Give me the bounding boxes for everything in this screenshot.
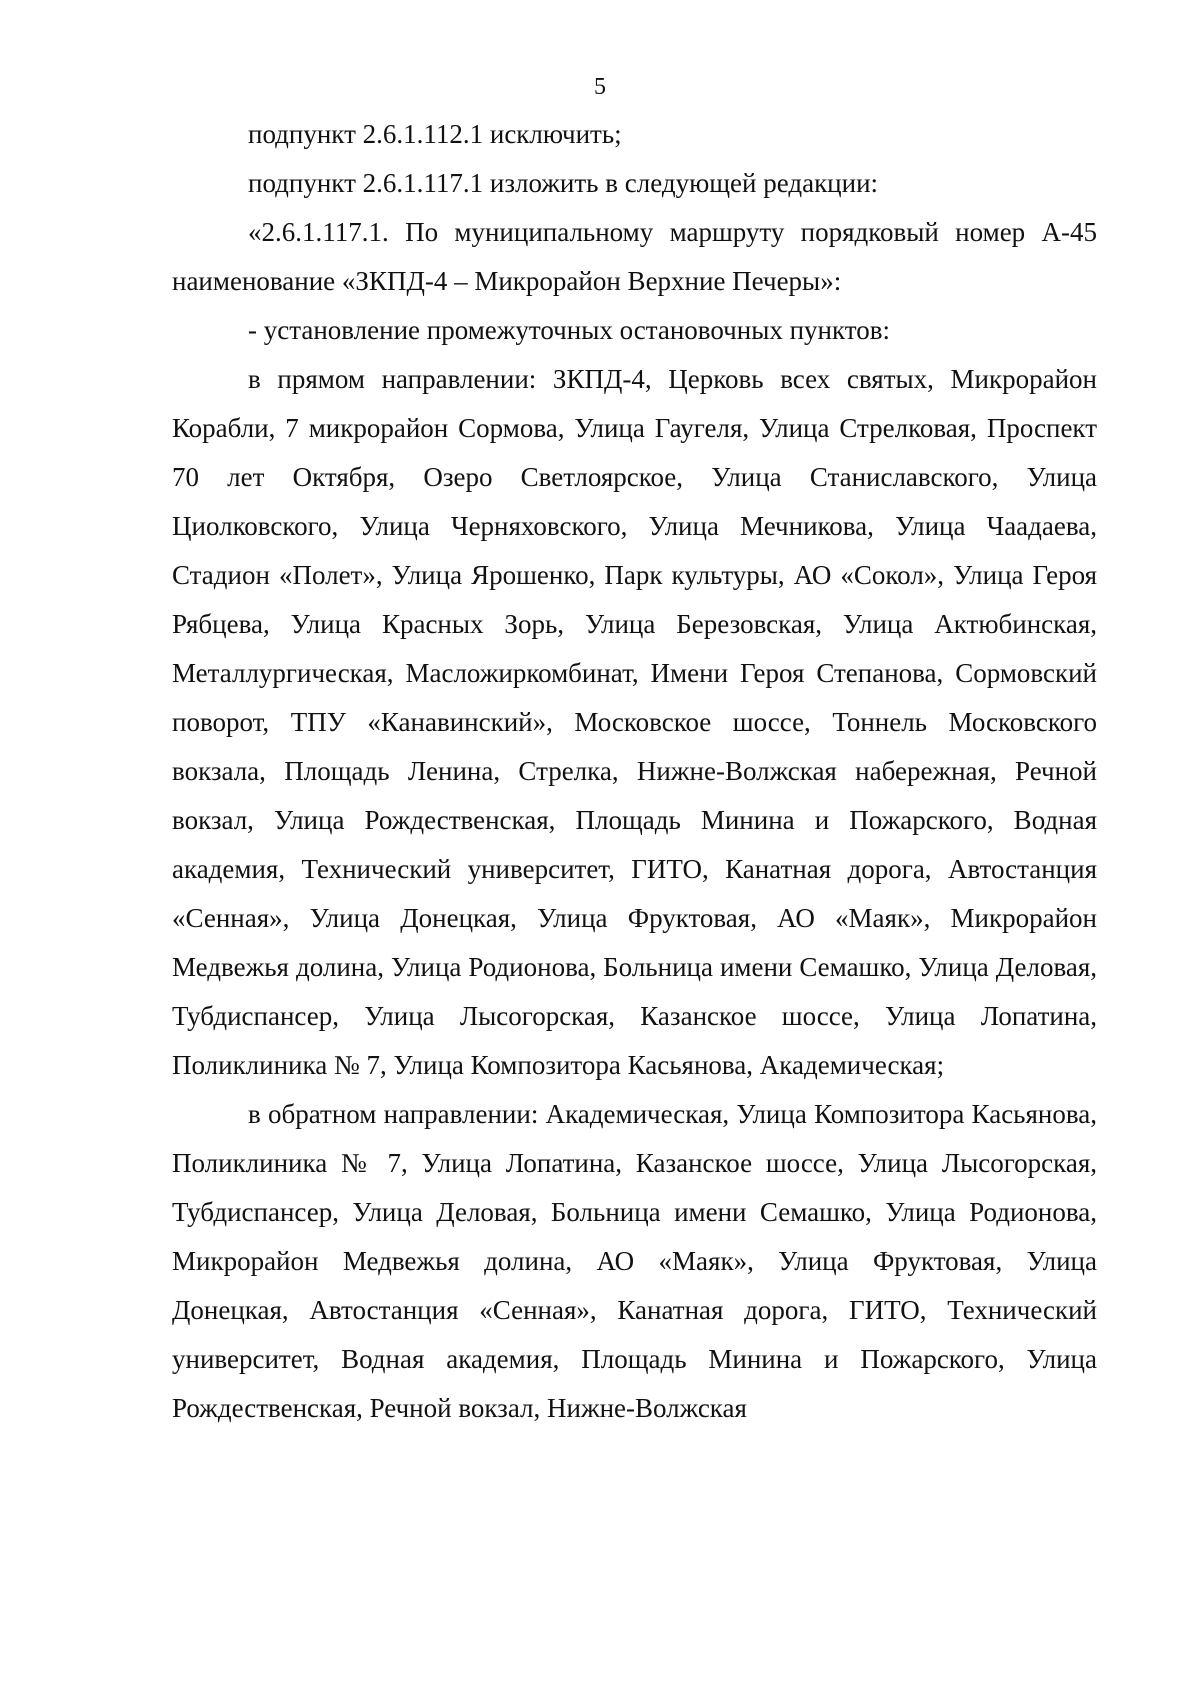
paragraph-stops-heading: - установление промежуточных остановочных пунктов: — [248, 315, 890, 345]
page-number: 5 — [594, 74, 606, 100]
document-body — [172, 110, 1097, 1433]
paragraph-forward-direction: в прямом направлении: ЗКПД-4, Церковь всех святых, Микрорайон Корабли, 7 микрорайон Сормова, Улица Гаугеля, Улица Стрелковая, Проспект 70 лет Октября, Озеро Светлоярское, Улица Станиславского, Улица Циолковского, Улица Черняховского, Улица Мечникова, Улица Чаадаева, Стадион «Полет», Улица Ярошенко, Парк культуры, АО «Сокол», Улица Героя Рябцева, Улица Красных Зорь, Улица Березовская, Улица Актюбинская, Металлургическая, Масложиркомбинат, Имени Героя Степанова, Сормовский поворот, ТПУ «Канавинский», Московское шоссе, Тоннель Московского вокзала, Площадь Ленина, Стрелка, Нижне-Волжская набережная, Речной вокзал, Улица Рождественская, Площадь Минина и Пожарского, Водная академия, Технический университет, ГИТО, Канатная дорога, Автостанция «Сенная», Улица Донецкая, Улица Фруктовая, АО «Маяк», Микрорайон Медвежья долина, Улица Родионова, Больница имени Семашко, Улица Деловая, Тубдиспансер, Улица Лысогорская, Казанское шоссе, Улица Лопатина, Поликлиника № 7, Улица Композитора Касьянова, Академическая; — [172, 364, 1097, 1080]
paragraph-reverse-direction: в обратном направлении: Академическая, Улица Композитора Касьянова, Поликлиника № 7, Улица Лопатина, Казанское шоссе, Улица Лысогорская, Тубдиспансер, Улица Деловая, Больница имени Семашко, Улица Родионова, Микрорайон Медвежья долина, АО «Маяк», Улица Фруктовая, Улица Донецкая, Автостанция «Сенная», Канатная дорога, ГИТО, Технический университет, Водная академия, Площадь Минина и Пожарского, Улица Рождественская, Речной вокзал, Нижне-Волжская — [172, 1099, 1097, 1423]
paragraph-amend-subclause: подпункт 2.6.1.117.1 изложить в следующей редакции: — [248, 168, 879, 198]
paragraph-route-definition: «2.6.1.117.1. По муниципальному маршруту порядковый номер А-45 наименование «ЗКПД-4 – Микрорайон Верхние Печеры»: — [172, 217, 1097, 296]
paragraph-exclude-subclause: подпункт 2.6.1.112.1 исключить; — [248, 119, 622, 149]
